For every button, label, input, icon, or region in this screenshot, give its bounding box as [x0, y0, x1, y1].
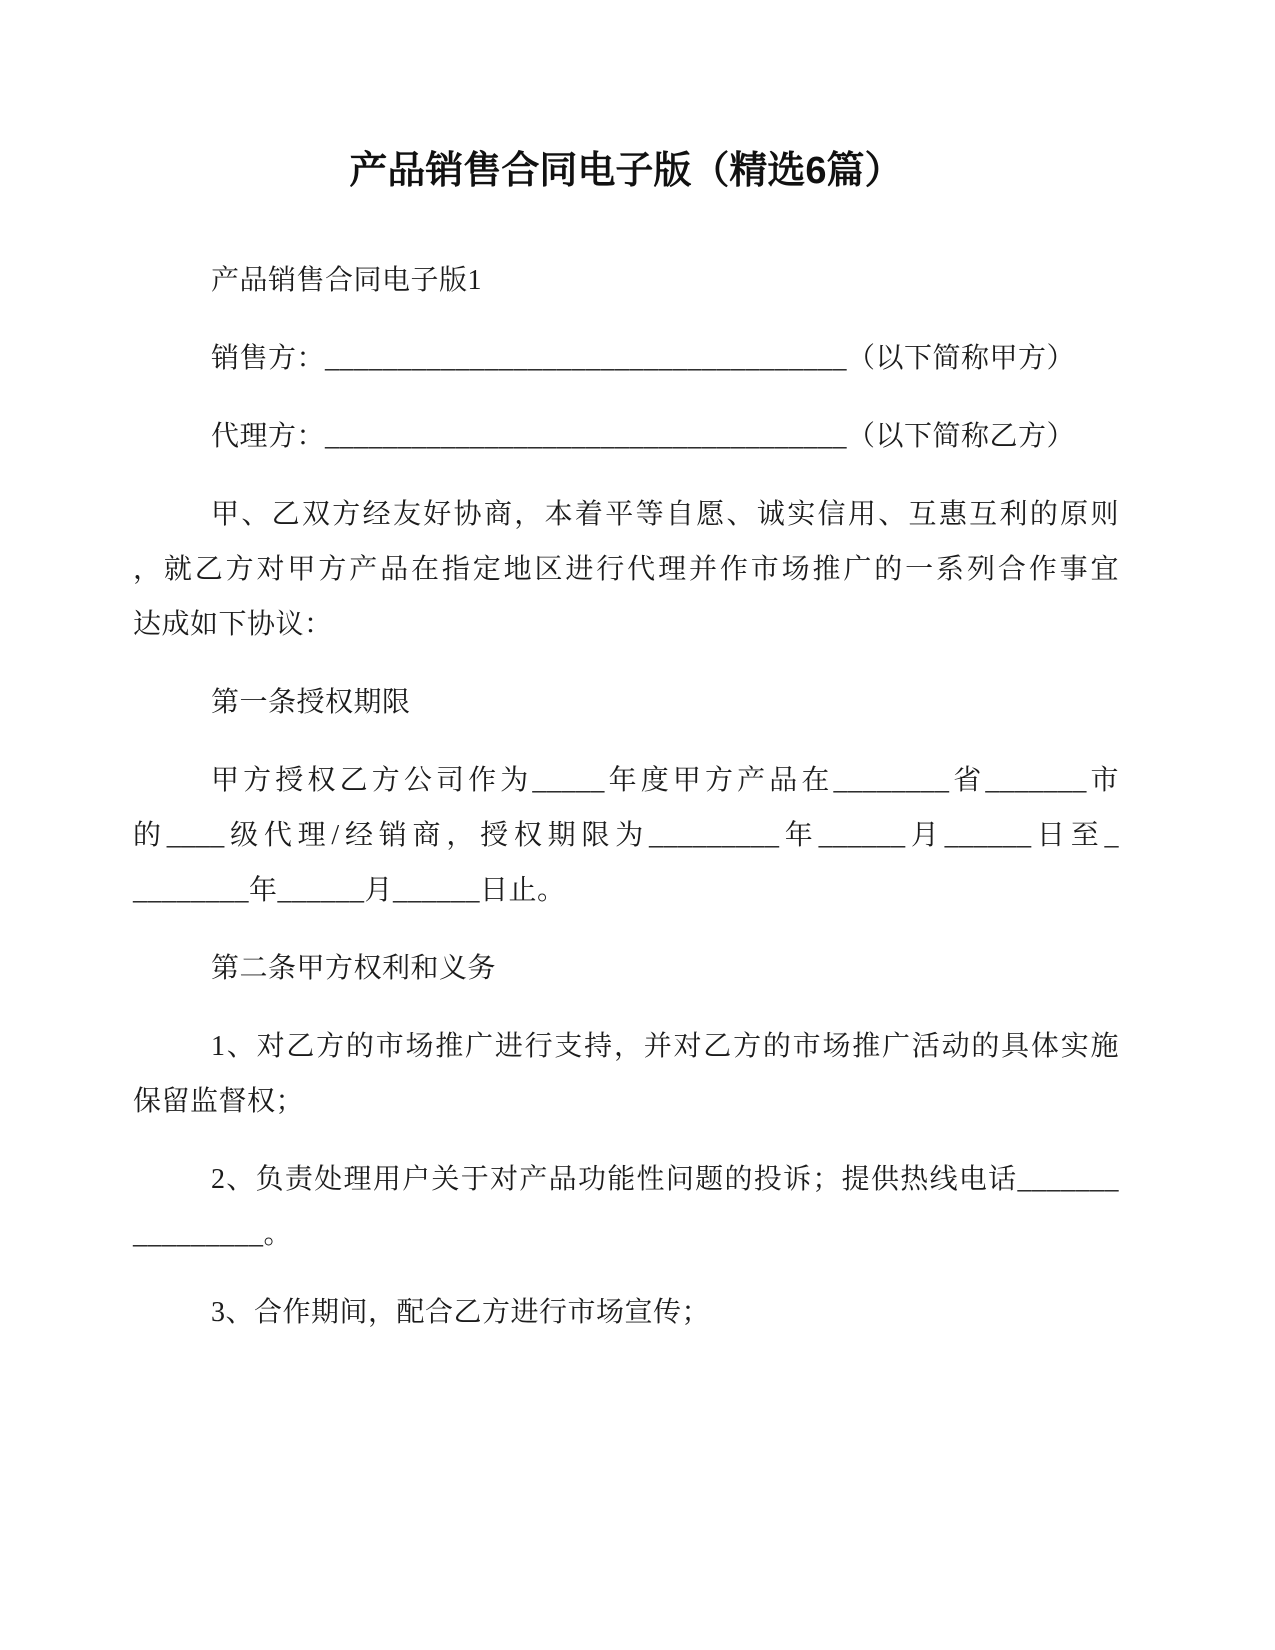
text-line: 的____级代理/经销商，授权期限为_________年______月______日至_: [133, 820, 1119, 851]
paragraph-1: [133, 253, 1119, 308]
paragraph-5: [133, 675, 1119, 730]
document-title: 产品销售合同电子版（精选6篇）: [349, 150, 903, 192]
text-line: 保留监督权；: [133, 1086, 305, 1117]
text-line: ________年______月______日止。: [133, 875, 566, 906]
document-body: [133, 253, 1119, 1340]
text-line: 甲、乙双方经友好协商，本着平等自愿、诚实信用、互惠互利的原则: [211, 499, 1119, 530]
paragraph-6: [133, 753, 1119, 918]
text-line: 销售方：____________________________________（以下简称甲方）: [211, 343, 1076, 374]
paragraph-7: [133, 941, 1119, 996]
text-line: 3、合作期间，配合乙方进行市场宣传；: [211, 1297, 711, 1328]
paragraph-4: [133, 487, 1119, 652]
paragraph-9: [133, 1152, 1119, 1262]
text-line: 第一条授权期限: [211, 687, 411, 718]
paragraph-2: [133, 331, 1119, 386]
paragraph-10: [133, 1285, 1119, 1340]
paragraph-8: [133, 1019, 1119, 1129]
text-line: ，就乙方对甲方产品在指定地区进行代理并作市场推广的一系列合作事宜: [133, 554, 1119, 585]
text-line: 达成如下协议：: [133, 609, 333, 640]
text-line: 1、对乙方的市场推广进行支持，并对乙方的市场推广活动的具体实施: [211, 1031, 1119, 1062]
text-line: 产品销售合同电子版1: [211, 265, 483, 296]
text-line: 2、负责处理用户关于对产品功能性问题的投诉；提供热线电话_______: [211, 1164, 1119, 1195]
text-line: 甲方授权乙方公司作为_____年度甲方产品在________省_______市: [211, 765, 1119, 796]
text-line: 第二条甲方权利和义务: [211, 953, 497, 984]
text-line: 代理方：____________________________________（以下简称乙方）: [211, 421, 1076, 452]
text-line: _________。: [133, 1219, 293, 1250]
paragraph-3: [133, 409, 1119, 464]
